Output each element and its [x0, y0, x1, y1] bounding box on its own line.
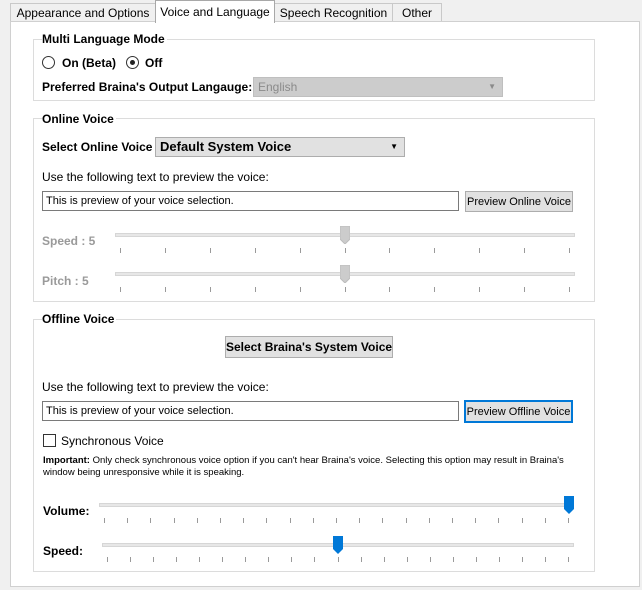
volume-slider-track	[99, 503, 574, 507]
tab-bar	[10, 0, 642, 22]
important-prefix: Important:	[43, 455, 90, 466]
slider-tick	[210, 287, 211, 292]
slider-tick	[389, 287, 390, 292]
slider-tick	[222, 557, 223, 562]
slider-tick	[382, 518, 383, 523]
slider-tick	[407, 557, 408, 562]
online-speed-slider-thumb[interactable]	[340, 226, 350, 244]
tab-label: Speech Recognition	[279, 6, 388, 20]
output-language-select[interactable]	[253, 77, 503, 97]
online-voice-value: Default System Voice	[160, 139, 292, 154]
slider-tick	[291, 557, 292, 562]
slider-tick	[568, 518, 569, 523]
slider-tick	[153, 557, 154, 562]
slider-tick	[107, 557, 108, 562]
slider-tick	[384, 557, 385, 562]
tab-label: Voice and Language	[160, 5, 270, 19]
offline-speed-label: Speed:	[43, 544, 84, 558]
off-radio[interactable]	[126, 56, 139, 69]
slider-tick	[545, 518, 546, 523]
offline-voice-title: Offline Voice	[42, 312, 115, 326]
slider-tick	[475, 518, 476, 523]
slider-tick	[313, 518, 314, 523]
volume-ticks	[104, 518, 569, 523]
slider-tick	[479, 287, 480, 292]
chevron-down-icon: ▼	[390, 142, 398, 151]
slider-tick	[120, 287, 121, 292]
online-voice-select[interactable]	[155, 137, 405, 157]
online-pitch-slider-thumb[interactable]	[340, 265, 350, 283]
online-speed-ticks	[120, 248, 570, 253]
slider-tick	[434, 287, 435, 292]
slider-tick	[389, 248, 390, 253]
online-preview-instruction: Use the following text to preview the voice:	[42, 170, 269, 184]
tab-other[interactable]	[392, 3, 442, 22]
volume-label: Volume:	[43, 504, 90, 518]
slider-tick	[130, 557, 131, 562]
output-language-value: English	[258, 80, 298, 94]
slider-tick	[266, 518, 267, 523]
output-language-label: Preferred Braina's Output Langauge:	[42, 80, 253, 94]
slider-tick	[314, 557, 315, 562]
slider-tick	[569, 287, 570, 292]
online-speed-label: Speed : 5	[42, 234, 96, 248]
online-pitch-ticks	[120, 287, 570, 292]
slider-tick	[453, 557, 454, 562]
slider-tick	[300, 287, 301, 292]
preview-offline-voice-button[interactable]: Preview Offline Voice	[464, 400, 573, 423]
slider-tick	[176, 557, 177, 562]
slider-tick	[255, 287, 256, 292]
slider-tick	[522, 518, 523, 523]
slider-tick	[524, 248, 525, 253]
on-beta-label: On (Beta)	[62, 56, 116, 70]
important-note	[43, 455, 583, 479]
important-text: Only check synchronous voice option if you can't hear Braina's voice. Selecting this option may result in Braina's window being unresponsive while it is speaking.	[43, 455, 564, 478]
chevron-down-icon: ▼	[488, 82, 496, 91]
slider-tick	[210, 248, 211, 253]
synchronous-voice-checkbox[interactable]	[43, 434, 56, 447]
offline-preview-text-input[interactable]: This is preview of your voice selection.	[42, 401, 459, 421]
slider-tick	[569, 248, 570, 253]
tab-speech-recognition[interactable]	[274, 3, 393, 22]
slider-tick	[165, 287, 166, 292]
online-voice-title: Online Voice	[42, 112, 114, 126]
slider-tick	[336, 518, 337, 523]
tab-label: Other	[401, 6, 432, 20]
slider-tick	[345, 287, 346, 292]
online-preview-text-input[interactable]: This is preview of your voice selection.	[42, 191, 459, 211]
tab-appearance-and-options[interactable]	[10, 3, 156, 22]
offline-preview-instruction: Use the following text to preview the voice:	[42, 380, 269, 394]
slider-tick	[165, 248, 166, 253]
slider-tick	[197, 518, 198, 523]
online-pitch-label: Pitch : 5	[42, 274, 89, 288]
slider-tick	[545, 557, 546, 562]
slider-tick	[568, 557, 569, 562]
off-label: Off	[145, 56, 163, 70]
slider-tick	[127, 518, 128, 523]
slider-tick	[150, 518, 151, 523]
slider-tick	[430, 557, 431, 562]
slider-tick	[199, 557, 200, 562]
slider-tick	[243, 518, 244, 523]
slider-tick	[338, 557, 339, 562]
slider-tick	[406, 518, 407, 523]
slider-tick	[268, 557, 269, 562]
slider-tick	[361, 557, 362, 562]
select-system-voice-button[interactable]: Select Braina's System Voice	[225, 336, 393, 358]
volume-slider-thumb[interactable]	[564, 496, 574, 514]
slider-tick	[452, 518, 453, 523]
slider-tick	[345, 248, 346, 253]
slider-tick	[104, 518, 105, 523]
slider-tick	[498, 518, 499, 523]
slider-tick	[120, 248, 121, 253]
slider-tick	[290, 518, 291, 523]
slider-tick	[476, 557, 477, 562]
preview-online-voice-button[interactable]: Preview Online Voice	[465, 191, 573, 212]
slider-tick	[434, 248, 435, 253]
offline-speed-ticks	[107, 557, 569, 562]
slider-tick	[359, 518, 360, 523]
slider-tick	[220, 518, 221, 523]
select-online-voice-label: Select Online Voice	[42, 140, 153, 154]
slider-tick	[479, 248, 480, 253]
multi-language-title: Multi Language Mode	[42, 32, 165, 46]
slider-tick	[174, 518, 175, 523]
synchronous-voice-label: Synchronous Voice	[61, 434, 164, 448]
tab-label: Appearance and Options	[16, 6, 150, 20]
slider-tick	[522, 557, 523, 562]
on-beta-radio[interactable]	[42, 56, 55, 69]
slider-tick	[499, 557, 500, 562]
slider-tick	[524, 287, 525, 292]
tab-voice-and-language[interactable]	[155, 0, 275, 23]
slider-tick	[245, 557, 246, 562]
slider-tick	[300, 248, 301, 253]
slider-tick	[255, 248, 256, 253]
offline-speed-slider-thumb[interactable]	[333, 536, 343, 554]
slider-tick	[429, 518, 430, 523]
